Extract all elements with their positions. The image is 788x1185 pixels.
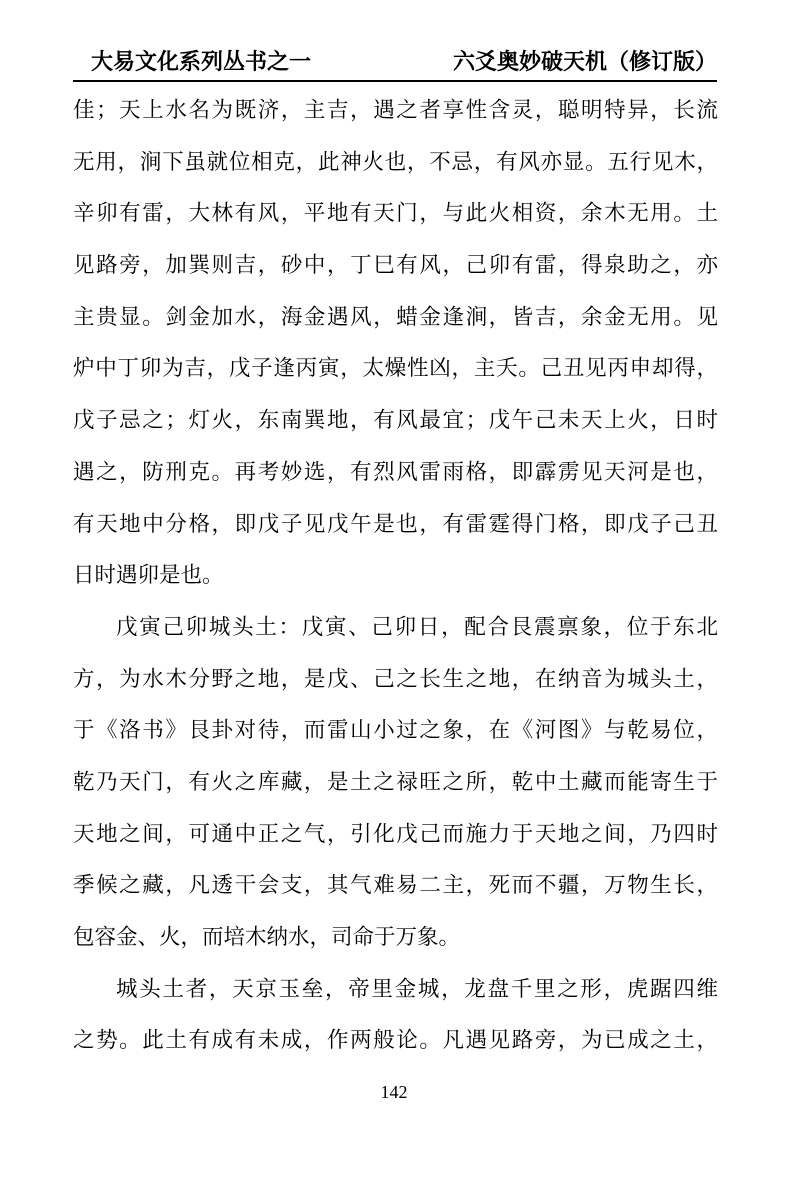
text-line: 戊子忌之；灯火，东南巽地，有风最宜；戊午己未天上火，日时 (73, 408, 718, 434)
text-line: 之势。此土有成有未成，作两般论。凡遇见路旁，为已成之土， (73, 1028, 718, 1054)
page-number: 142 (380, 1082, 408, 1102)
body-text (73, 85, 718, 1067)
text-line: 辛卯有雷，大林有风，平地有天门，与此火相资，余木无用。土 (73, 201, 718, 227)
text-line: 包容金、火，而培木纳水，司命于万象。 (73, 925, 461, 950)
text-line: 日时遇卯是也。 (73, 563, 224, 589)
text-line: 天地之间，可通中正之气，引化戊己而施力于天地之间，乃四时 (73, 821, 718, 847)
book-title: 六爻奥妙破天机（修订版） (452, 50, 717, 75)
text-line: 主贵显。剑金加水，海金遇风，蜡金逢涧，皆吉，余金无用。见 (73, 304, 718, 330)
text-line: 无用，涧下虽就位相克，此神火也，不忌，有风亦显。五行见木， (73, 149, 718, 175)
text-line: 乾乃天门，有火之库藏，是土之禄旺之所，乾中土藏而能寄生于 (73, 769, 718, 795)
text-line: 季候之藏，凡透干会支，其气难易二主，死而不疆，万物生长， (73, 873, 718, 899)
text-line: 炉中丁卯为吉，戊子逢丙寅，太燥性凶，主夭。己丑见丙申却得， (73, 356, 718, 382)
text-line: 见路旁，加巽则吉，砂中，丁巳有风，己卯有雷，得泉助之，亦 (73, 253, 718, 279)
text-line: 于《洛书》艮卦对待，而雷山小过之象，在《河图》与乾易位， (73, 718, 718, 744)
text-line: 佳；天上水名为既济，主吉，遇之者享性含灵，聪明特异，长流 (73, 98, 718, 123)
text-line: 戊寅己卯城头土：戊寅、己卯日，配合艮震禀象，位于东北 (116, 614, 718, 640)
text-line: 城头土者，天京玉垒，帝里金城，龙盘千里之形，虎踞四维 (116, 976, 718, 1002)
series-title: 大易文化系列丛书之一 (91, 50, 312, 75)
text-line: 遇之，防刑克。再考妙选，有烈风雷雨格，即霹雳见天河是也， (73, 459, 718, 485)
text-line: 有天地中分格，即戊子见戊午是也，有雷霆得门格，即戊子己丑 (73, 511, 718, 537)
page-header (73, 46, 717, 82)
text-line: 方，为水木分野之地，是戊、己之长生之地，在纳音为城头土， (73, 666, 718, 692)
